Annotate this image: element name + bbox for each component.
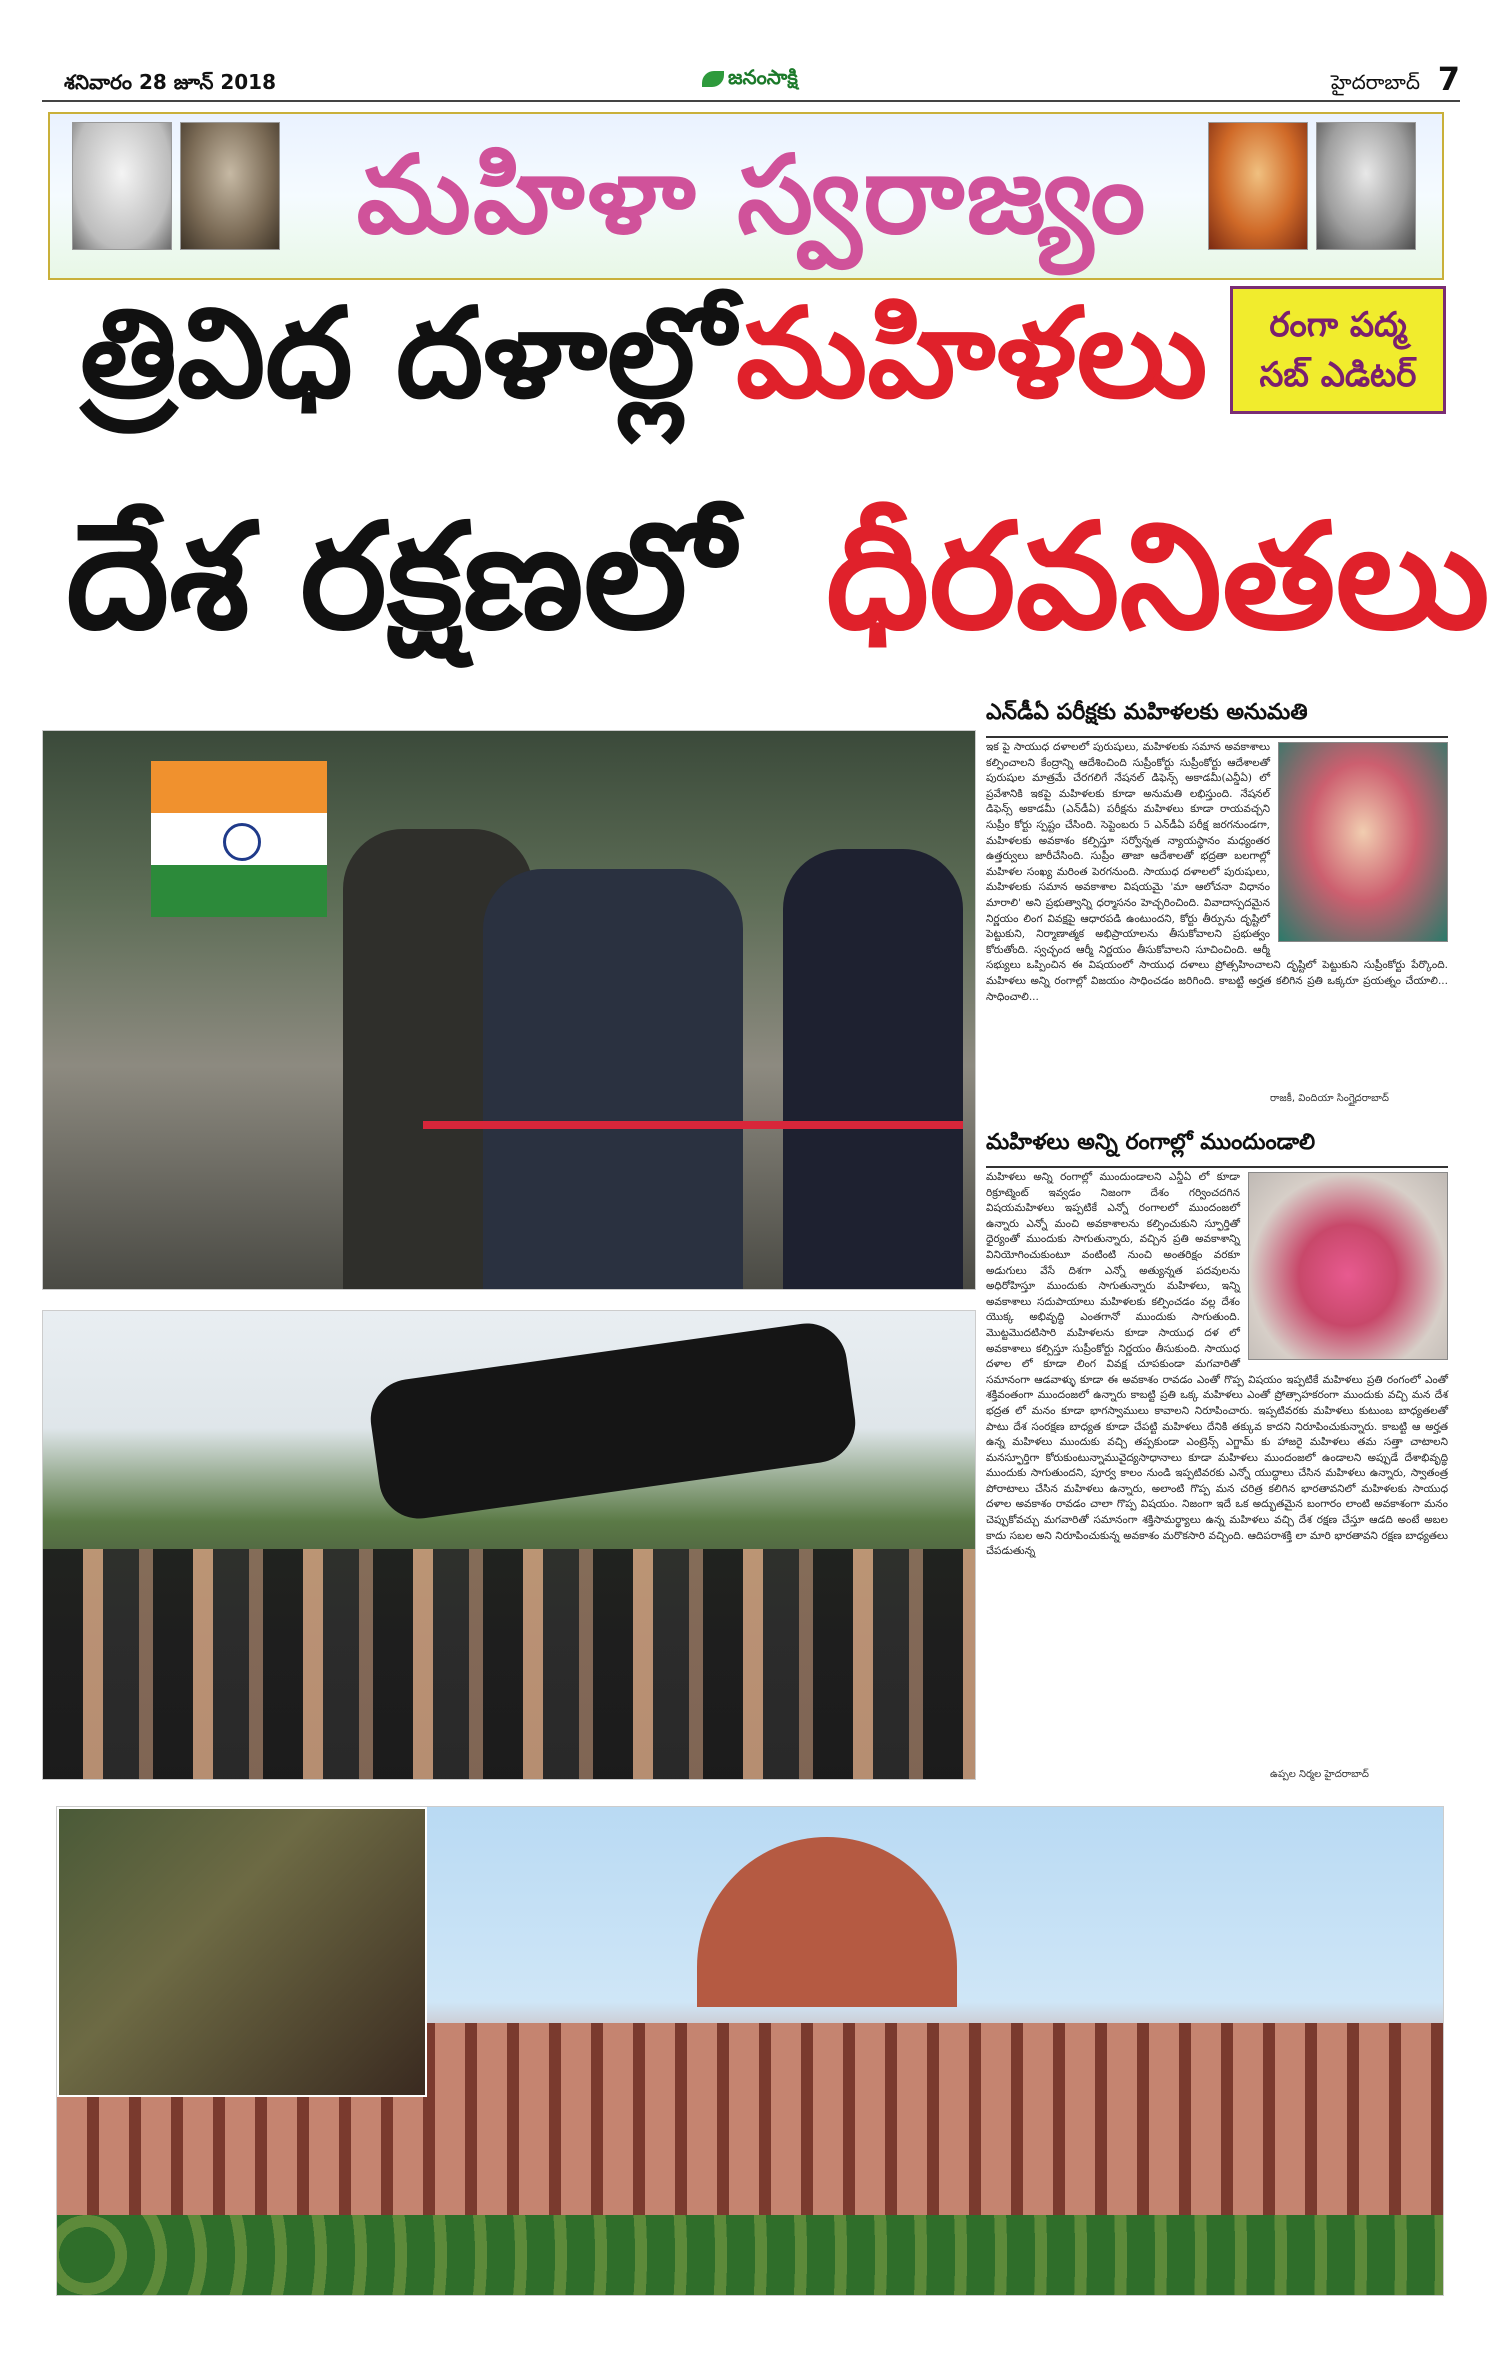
headline-line1-black: త్రివిధ దళాల్లో (80, 282, 735, 426)
page-header (42, 56, 1460, 102)
author-photo (1248, 1172, 1448, 1360)
headline-line2-red: ధీరవనితలు (826, 492, 1490, 662)
article2-body-container (986, 1170, 1448, 1760)
officer-figure (783, 849, 963, 1289)
tree-line (57, 2215, 1443, 2295)
photo-officers-parade (42, 730, 976, 1290)
author-role: సబ్ ఎడిటర్ (1259, 355, 1417, 395)
leaf-icon (702, 71, 724, 87)
article2-heading: మహిళలు అన్ని రంగాల్లో ముందుండాలి (986, 1130, 1448, 1168)
cadet-crowd (43, 1549, 975, 1779)
article1-credit: రాజకీ, విందియా సింగ్హైదరాబాద్ (1270, 1093, 1389, 1104)
officer-figure (483, 869, 743, 1289)
article2-body: మహిళలు అన్ని రంగాల్లో ముందుండాలని ఎన్డీఏ లో కూడా రిక్రూట్మెంట్ ఇవ్వడం నిజంగా దేశం గర్వించదగిన విషయమహిళలు ఇప్పటికే ఎన్నో రంగాలలో ముందంజలో ఉన్నారు ఎన్నో మంచి అవకాశాలను కల్పించుకుని స్ఫూర్తితో ధైర్యంతో ముందుకు సాగుతున్నారు, వచ్చిన ప్రతి అవకాశాన్ని వినియోగించుకుంటూ వంటింటి నుంచి అంతరిక్షం వరకూ అడుగులు వేసే దిశగా ఎన్నో అత్యున్నత పదవులను అధిరోహిస్తూ ముందుకు సాగుతున్నారు మహిళలు, ఇన్ని అవకాశాలు సదుపాయాలు మహిళలకు కల్పించడం వల్ల దేశం యొక్క అభివృద్ధి ఎంతగానో ముందుకు సాగుతుంది. మొట్టమొదటిసారి మహిళలను కూడా సాయుధ దళ లో అవకాశాలు కల్పిస్తూ సుప్రీంకోర్టు నిర్ణయం తీసుకుంది. సాయుధ దళాల లో కూడా లింగ వివక్ష చూపకుండా మగవారితో సమానంగా ఆడవాళ్ళు కూడా ఈ అవకాశం రావడం ఎంతో గొప్ప విషయం ఇప్పటికే మహిళలు ప్రతి రంగంలో ఎంతో శక్తివంతంగా ముందంజలో ఉన్నారు కాబట్టి ప్రతి ఒక్క మహిళలు ఎంతో ప్రోత్సాహకరంగా ముందుకు వచ్చి మన దేశ భద్రత లో మనం కూడా భాగస్వాములు కావాలని నిరూపించారు. ఇప్పటివరకు మహిళలు కుటుంబ బాధ్యతలతో పాటు దేశ సంరక్షణ బాధ్యత కూడా చేపట్టి మహిళలు దేనికి తక్కువ కాదని నిరూపించుకున్నారు. కాబట్టి ఆ అర్హత ఉన్న మహిళలు ముందుకు వచ్చి తప్పకుండా ఎంట్రెన్స్ ఎగ్జామ్ కు హాజరై మహిళలు తమ సత్తా చాటాలని మనస్ఫూర్తిగా కోరుకుంటున్నామువైద్యసాధానాలు కూడా మహిళలు ముందంజలో ఉండాలని అప్పుడే దేశాభివృద్ధి ముందుకు సాగుతుందని, పూర్వ కాలం నుండి ఇప్పటివరకు ఎన్నో యుద్ధాలు చేసిన మహిళలు ఉన్నారు, స్వాతంత్ర పోరాటాలు చేసిన మహిళలు ఉన్నారు, అలాంటి గొప్ప మన చరిత్ర కలిగిన భారతావనిలో మహిళలకు సాయుధ దళాల అవకాశం రావడం చాలా గొప్ప విషయం. నిజంగా ఇదే ఒక అద్భుతమైన బంగారం లాంటి అవకాశంగా మనం చెప్పుకోవచ్చు మగవారితో సమానంగా శక్తిసామర్థ్యాలు ఉన్న మహిళలు వచ్చి దేశ రక్షణ చేస్తూ ఆడది అంటే అబల కాదు సబల అని నిరూపించుకున్న అవకాశం మరొకసారి వచ్చింది. ఆదిపరాశక్తి లా మారి భారతావని రక్షణ బాధ్యతలు చేపడుతున్న (986, 1171, 1448, 1558)
soldier-inset-image (57, 1807, 427, 2097)
page-number: 7 (1437, 60, 1460, 98)
author-photo (1278, 742, 1448, 942)
photo-academy-building (56, 1806, 1444, 2296)
article2-credit: ఉప్పల నిర్మల హైదరాబాద్ (1270, 1769, 1369, 1780)
article1-body-container (986, 740, 1448, 1084)
headline-line2-black: దేశ రక్షణలో (66, 492, 734, 662)
edition-city: హైదరాబాద్ (1330, 70, 1420, 94)
headline-line1-red: మహిళలు (736, 282, 1208, 426)
newspaper-logo-text: జనంసాక్షి (728, 64, 798, 89)
cadet-tossed-figure (366, 1318, 861, 1523)
author-byline-box (1230, 286, 1446, 414)
author-name: రంగా పద్మ (1269, 305, 1407, 345)
article1-heading: ఎన్‌డీఏ పరీక్షకు మహిళలకు అనుమతి (986, 700, 1448, 738)
building-dome (697, 1837, 957, 2007)
portrait-image (1316, 122, 1416, 250)
issue-date: శనివారం 28 జూన్ 2018 (64, 70, 276, 94)
indian-flag-image (151, 761, 327, 917)
platform-rail (423, 1121, 963, 1129)
article1-body: ఇక పై సాయుధ దళాలలో పురుషులు, మహిళలకు సమాన అవకాశాలు కల్పించాలని కేంద్రాన్ని ఆదేశించింది సుప్రీంకోర్టు సుప్రీంకోర్టు ఆదేశాలతో పురుషుల మాత్రమే చేరగలిగే నేషనల్ డిఫెన్స్ అకాడమీ(ఎన్డీఏ) లో ప్రవేశానికి ఇకపై మహిళలకు కూడా అనుమతి లభిస్తుంది. నేషనల్ డిఫెన్స్ అకాడమీ (ఎన్‌డీఏ) పరీక్షను మహిళలు కూడా రాయవచ్చని సుప్రీం కోర్టు స్పష్టం చేసింది. సెప్టెంబరు 5 ఎన్‌డీఏ పరీక్ష జరగనుండగా, మహిళలకు అవకాశం కల్పిస్తూ సర్వోన్నత న్యాయస్థానం మధ్యంతర ఉత్తర్వులు జారీచేసింది. సుప్రీం తాజా ఆదేశాలతో భద్రతా బలగాల్లో మహిళల సంఖ్య మరింత పెరగనుంది. సాయుధ దళాలలో పురుషులు, మహిళలకు సమాన అవకాశాల విషయమై 'మా ఆలోచనా విధానం మారాలి' అని ప్రభుత్వాన్ని ధర్మాసనం హెచ్చరించింది. వివాదాస్పదమైన నిర్ణయం లింగ వివక్షపై ఆధారపడి ఉంటుందని, కోర్టు తీర్పును దృష్టిలో పెట్టుకుని, నిర్మాణాత్మక అభిప్రాయాలను తీసుకోవాలని ప్రభుత్వం కోరుతోంది. స్వచ్ఛంద ఆర్మీ నిర్ణయం తీసుకోవాలని సూచించింది. ఆర్మీ సభ్యులు ఒప్పించిన ఈ విషయంలో సాయుధ దళాలు ప్రోత్సహించాలని దృష్టిలో పెట్టుకుని సుప్రీంకోర్టు పేర్కొంది. మహిళలు అన్ని రంగాల్లో విజయం సాధించడం జరిగింది. కాబట్టి అర్హత కలిగిన ప్రతి ఒక్కరూ ప్రయత్నం చేయాలి... సాధించాలి... (986, 741, 1448, 1003)
portrait-image (180, 122, 280, 250)
portrait-image (1208, 122, 1308, 250)
portrait-image (72, 122, 172, 250)
section-title: మహిళా స్వరాజ్యం (356, 132, 1148, 258)
newspaper-logo (702, 64, 798, 94)
section-banner (48, 112, 1444, 280)
photo-cadets-celebration (42, 1310, 976, 1780)
